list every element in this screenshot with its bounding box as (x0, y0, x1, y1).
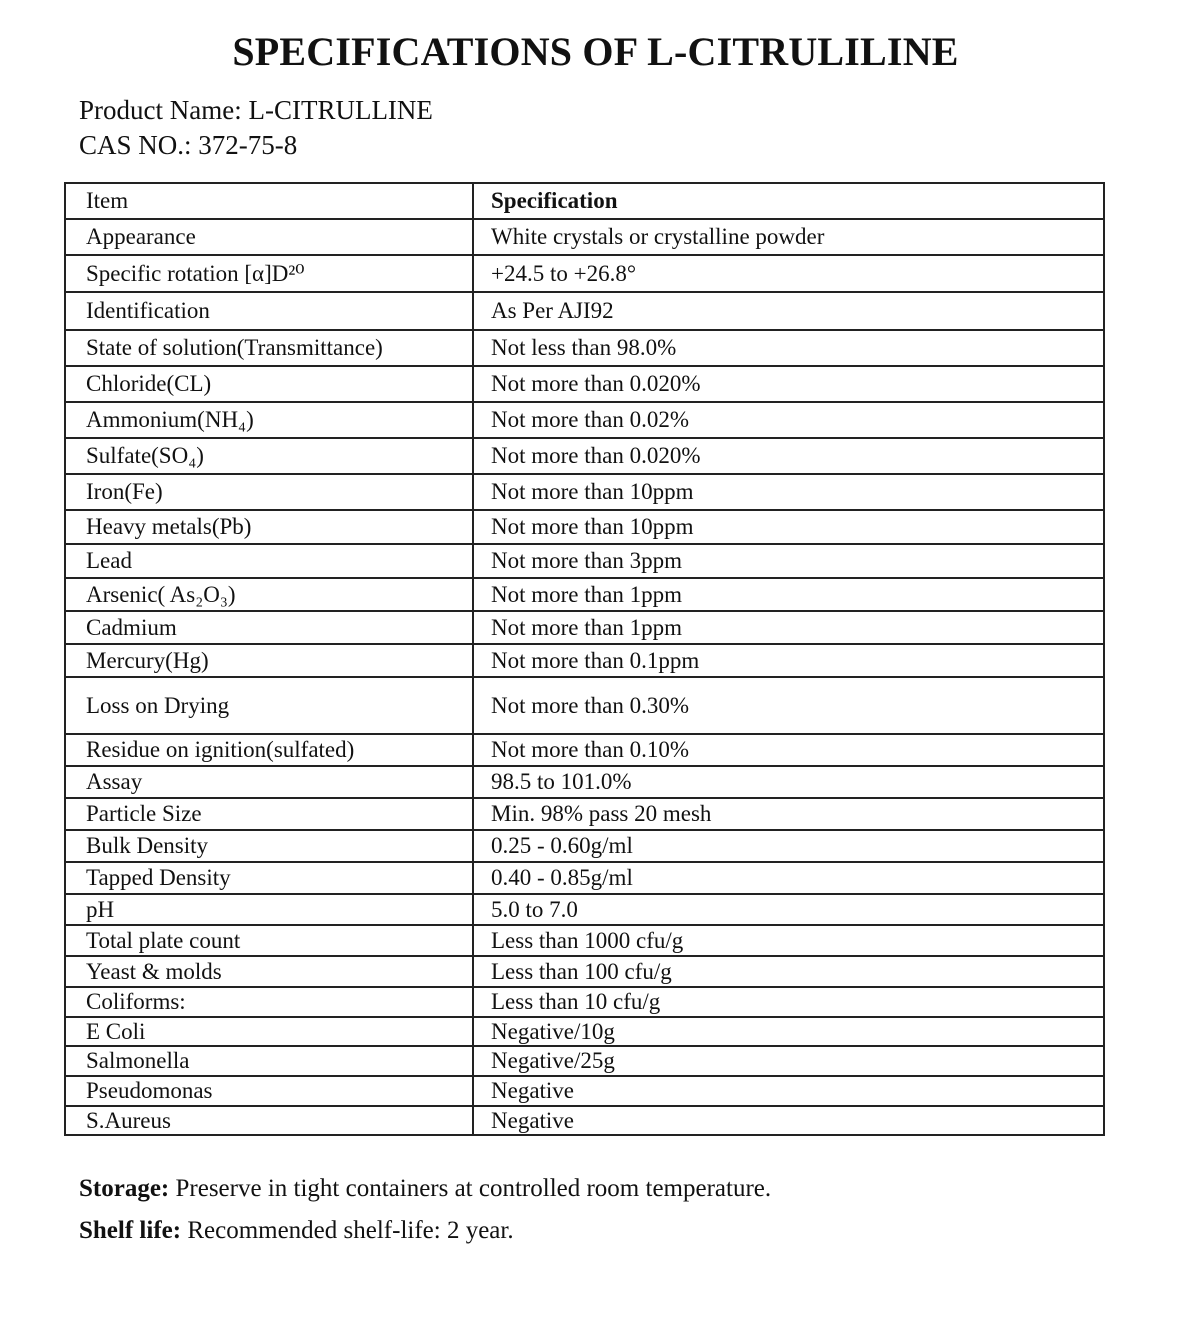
item-cell: Mercury(Hg) (65, 644, 473, 677)
storage-note (79, 1175, 771, 1203)
table-row (65, 292, 1104, 330)
table-row (65, 438, 1104, 474)
specification-cell: Not more than 1ppm (473, 578, 1104, 611)
item-cell: Specific rotation [α]D²⁰ (65, 255, 473, 292)
item-cell: Pseudomonas (65, 1076, 473, 1106)
specification-cell: 98.5 to 101.0% (473, 766, 1104, 798)
specification-cell: Less than 10 cfu/g (473, 987, 1104, 1017)
table-row (65, 987, 1104, 1017)
item-cell: State of solution(Transmittance) (65, 330, 473, 366)
item-cell: Appearance (65, 219, 473, 255)
table-row (65, 862, 1104, 894)
shelf-life-note (79, 1217, 514, 1245)
specification-cell: Min. 98% pass 20 mesh (473, 798, 1104, 830)
specification-cell: 0.40 - 0.85g/ml (473, 862, 1104, 894)
table-row (65, 611, 1104, 644)
item-cell: Yeast & molds (65, 956, 473, 987)
item-cell: Arsenic( As₂O₃) (65, 578, 473, 611)
item-cell: Cadmium (65, 611, 473, 644)
item-cell: E Coli (65, 1017, 473, 1046)
cas-number: CAS NO.: 372-75-8 (79, 130, 298, 160)
table-row (65, 330, 1104, 366)
table-row (65, 644, 1104, 677)
shelf-life-label: Shelf life: (79, 1217, 182, 1244)
item-cell: pH (65, 894, 473, 925)
item-cell: Particle Size (65, 798, 473, 830)
specification-cell: 0.25 - 0.60g/ml (473, 830, 1104, 862)
table-row (65, 1106, 1104, 1135)
item-cell: S.Aureus (65, 1106, 473, 1135)
specification-cell: +24.5 to +26.8° (473, 255, 1104, 292)
item-cell: Tapped Density (65, 862, 473, 894)
item-cell: Iron(Fe) (65, 474, 473, 510)
table-row (65, 956, 1104, 987)
page-title: SPECIFICATIONS OF L-CITRULILINE (232, 29, 959, 74)
table-row (65, 255, 1104, 292)
table-row (65, 766, 1104, 798)
specification-cell: 5.0 to 7.0 (473, 894, 1104, 925)
specification-cell: Not more than 10ppm (473, 474, 1104, 510)
table-row (65, 677, 1104, 734)
specification-cell: Not less than 98.0% (473, 330, 1104, 366)
specification-cell: Less than 100 cfu/g (473, 956, 1104, 987)
specification-cell: Not more than 0.1ppm (473, 644, 1104, 677)
specification-cell: Not more than 0.02% (473, 402, 1104, 438)
table-row (65, 1046, 1104, 1076)
specification-cell: White crystals or crystalline powder (473, 219, 1104, 255)
item-cell: Coliforms: (65, 987, 473, 1017)
header-item: Item (65, 183, 473, 219)
table-row (65, 734, 1104, 766)
specification-cell: Not more than 0.020% (473, 438, 1104, 474)
specification-cell: Not more than 0.020% (473, 366, 1104, 402)
storage-text: Preserve in tight containers at controlled room temperature. (169, 1175, 772, 1202)
table-row (65, 578, 1104, 611)
item-cell: Heavy metals(Pb) (65, 510, 473, 544)
item-cell: Loss on Drying (65, 677, 473, 734)
specification-cell: Not more than 0.30% (473, 677, 1104, 734)
item-cell: Identification (65, 292, 473, 330)
product-name: Product Name: L-CITRULLINE (79, 95, 433, 125)
table-row (65, 219, 1104, 255)
storage-label: Storage: (79, 1175, 170, 1202)
item-cell: Salmonella (65, 1046, 473, 1076)
item-cell: Bulk Density (65, 830, 473, 862)
item-cell: Sulfate(SO₄) (65, 438, 473, 474)
shelf-life-text: Recommended shelf-life: 2 year. (181, 1217, 514, 1244)
table-row (65, 830, 1104, 862)
item-cell: Lead (65, 544, 473, 578)
specification-cell: Not more than 3ppm (473, 544, 1104, 578)
table-row (65, 544, 1104, 578)
specification-cell: Negative (473, 1076, 1104, 1106)
table-row (65, 510, 1104, 544)
table-row (65, 925, 1104, 956)
table-row (65, 366, 1104, 402)
item-cell: Ammonium(NH₄) (65, 402, 473, 438)
specification-cell: Not more than 1ppm (473, 611, 1104, 644)
table-row (65, 1017, 1104, 1046)
specification-cell: Negative/10g (473, 1017, 1104, 1046)
table-row (65, 894, 1104, 925)
specification-table (64, 182, 1105, 1136)
table-header-row (65, 183, 1104, 219)
specification-cell: Less than 1000 cfu/g (473, 925, 1104, 956)
item-cell: Total plate count (65, 925, 473, 956)
specification-cell: Not more than 0.10% (473, 734, 1104, 766)
specification-cell: Negative/25g (473, 1046, 1104, 1076)
item-cell: Assay (65, 766, 473, 798)
specification-cell: Not more than 10ppm (473, 510, 1104, 544)
header-specification: Specification (473, 183, 1104, 219)
specification-cell: Negative (473, 1106, 1104, 1135)
item-cell: Residue on ignition(sulfated) (65, 734, 473, 766)
table-row (65, 402, 1104, 438)
table-row (65, 474, 1104, 510)
table-row (65, 1076, 1104, 1106)
table-row (65, 798, 1104, 830)
item-cell: Chloride(CL) (65, 366, 473, 402)
specification-cell: As Per AJI92 (473, 292, 1104, 330)
